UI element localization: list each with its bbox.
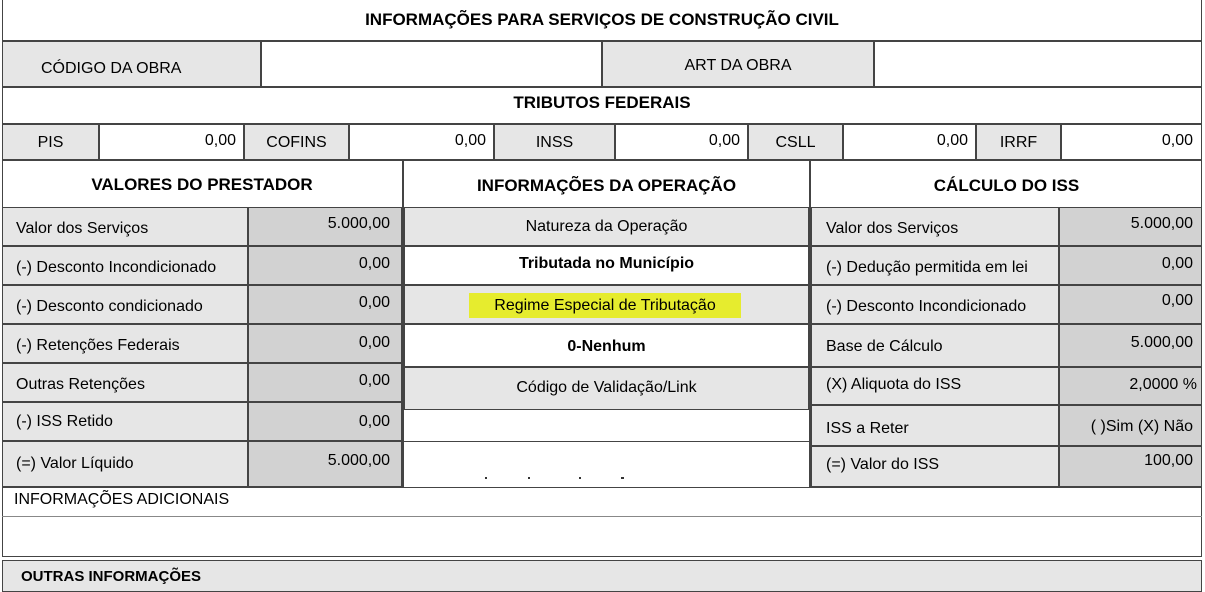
iss-row-value: 5.000,00 bbox=[1130, 334, 1193, 351]
prestador-row-value: 0,00 bbox=[358, 372, 390, 389]
prestador-row-label: (=) Valor Líquido bbox=[16, 455, 134, 472]
prestador-row-label: (-) Desconto condicionado bbox=[16, 298, 203, 315]
iss-row-label: (X) Aliquota do ISS bbox=[826, 376, 962, 393]
iss-row-value: 2,0000 % bbox=[1129, 376, 1197, 393]
additional-info-label: INFORMAÇÕES ADICIONAIS bbox=[14, 491, 230, 508]
iss-row-label: Valor dos Serviços bbox=[826, 220, 959, 237]
art-label: ART DA OBRA bbox=[684, 57, 792, 74]
natureza-value: Tributada no Município bbox=[518, 255, 695, 272]
inss-label: INSS bbox=[535, 134, 574, 151]
dot-mark bbox=[528, 477, 530, 479]
additional-info-divider bbox=[2, 516, 1202, 517]
dot-mark bbox=[579, 477, 581, 479]
iss-row-label: (-) Desconto Incondicionado bbox=[826, 298, 1027, 315]
natureza-label: Natureza da Operação bbox=[525, 218, 688, 235]
operacao-title: INFORMAÇÕES DA OPERAÇÃO bbox=[476, 176, 737, 195]
prestador-row-value: 0,00 bbox=[358, 413, 390, 430]
codigo-validacao-divider bbox=[404, 441, 809, 442]
iss-row-value: 0,00 bbox=[1161, 292, 1193, 309]
iss-row-label: ISS a Reter bbox=[826, 420, 909, 437]
prestador-row-label: Outras Retenções bbox=[16, 376, 145, 393]
iss-row-value: 5.000,00 bbox=[1130, 215, 1193, 232]
iss-title: CÁLCULO DO ISS bbox=[933, 176, 1080, 195]
codigo-validacao-field bbox=[404, 410, 809, 487]
csll-value: 0,00 bbox=[936, 132, 968, 149]
iss-row-value: 100,00 bbox=[1144, 452, 1193, 469]
prestador-row-value: 5.000,00 bbox=[327, 452, 390, 469]
codigo-validacao-label: Código de Validação/Link bbox=[516, 379, 697, 396]
prestador-row-value: 0,00 bbox=[358, 294, 390, 311]
construction-header-title: INFORMAÇÕES PARA SERVIÇOS DE CONSTRUÇÃO CIVIL bbox=[365, 10, 839, 29]
iss-row-value: ( )Sim (X) Não bbox=[1090, 418, 1193, 435]
pis-value: 0,00 bbox=[204, 132, 236, 149]
pis-label: PIS bbox=[37, 134, 64, 151]
prestador-row-label: (-) Retenções Federais bbox=[16, 337, 180, 354]
csll-label: CSLL bbox=[775, 134, 816, 151]
prestador-row-label: Valor dos Serviços bbox=[16, 220, 149, 237]
dot-mark bbox=[485, 477, 487, 479]
art-field bbox=[874, 41, 1202, 87]
prestador-row-value: 0,00 bbox=[358, 334, 390, 351]
iss-row-label: (=) Valor do ISS bbox=[826, 456, 940, 473]
irrf-value: 0,00 bbox=[1161, 132, 1193, 149]
prestador-row-value: 5.000,00 bbox=[327, 215, 390, 232]
prestador-row-label: (-) Desconto Incondicionado bbox=[16, 259, 217, 276]
prestador-title: VALORES DO PRESTADOR bbox=[91, 175, 313, 194]
irrf-label: IRRF bbox=[999, 134, 1038, 151]
iss-row-label: (-) Dedução permitida em lei bbox=[826, 259, 1028, 276]
cofins-value: 0,00 bbox=[454, 132, 486, 149]
obra-code-field bbox=[261, 41, 602, 87]
federal-taxes-title: TRIBUTOS FEDERAIS bbox=[513, 93, 691, 112]
dot-mark bbox=[621, 477, 624, 479]
cofins-label: COFINS bbox=[266, 134, 327, 151]
prestador-row-label: (-) ISS Retido bbox=[16, 413, 113, 430]
regime-label: Regime Especial de Tributação bbox=[494, 297, 716, 314]
prestador-row-value: 0,00 bbox=[358, 255, 390, 272]
additional-info-text bbox=[10, 520, 1190, 554]
inss-value: 0,00 bbox=[708, 132, 740, 149]
iss-row-value: 0,00 bbox=[1161, 255, 1193, 272]
other-info-label: OUTRAS INFORMAÇÕES bbox=[21, 568, 201, 585]
iss-row-label: Base de Cálculo bbox=[826, 338, 943, 355]
obra-code-label: CÓDIGO DA OBRA bbox=[41, 60, 182, 77]
regime-value: 0-Nenhum bbox=[567, 338, 646, 355]
